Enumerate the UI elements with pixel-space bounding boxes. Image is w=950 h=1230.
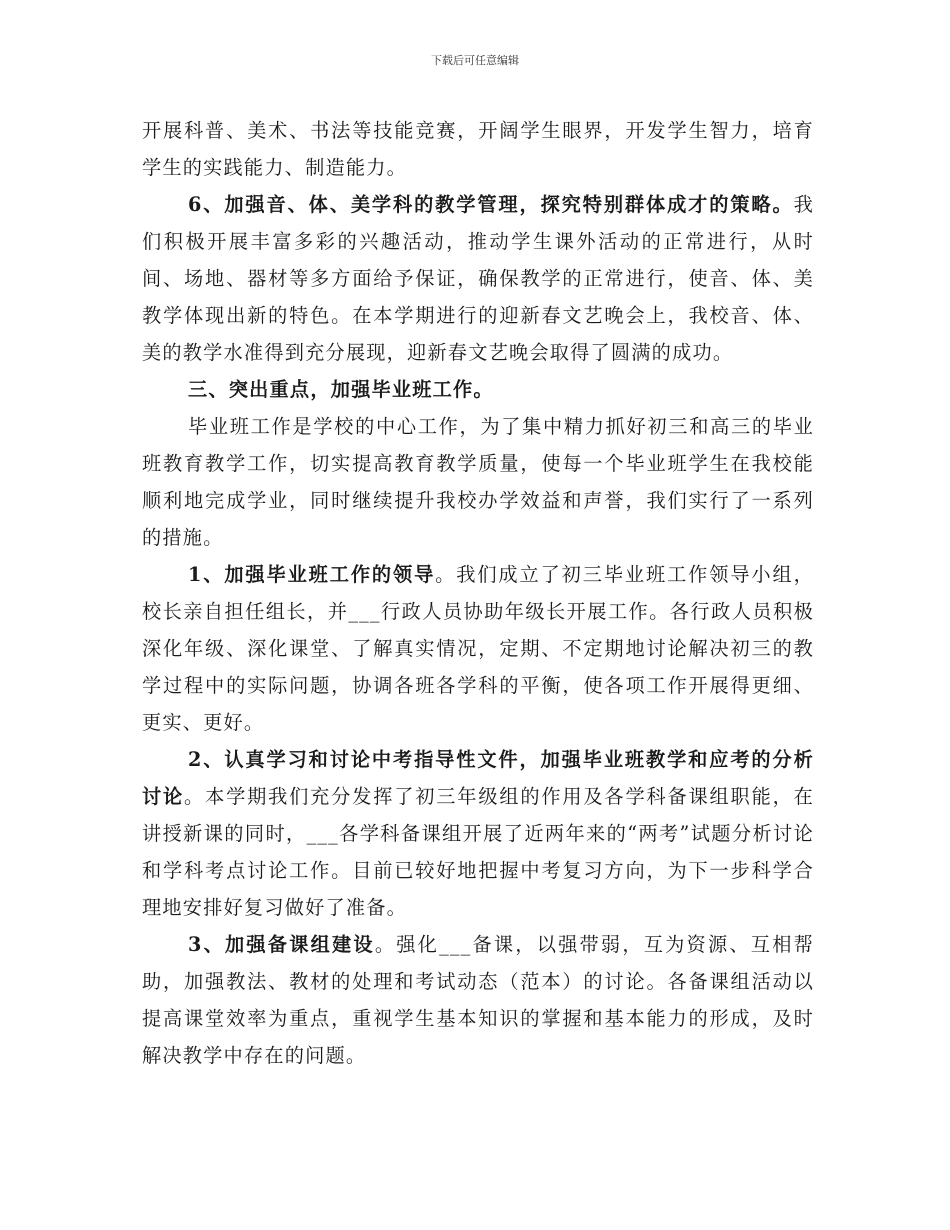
paragraph-2 — [142, 186, 814, 371]
section-heading — [142, 371, 814, 408]
paragraph-heading: 6、加强音、体、美学科的教学管理，探究特别群体成才的策略。 — [188, 193, 794, 216]
paragraph-text: 开展科普、美术、书法等技能竞赛，开阔学生眼界，开发学生智力，培育学生的实践能力、制造能力。 — [142, 119, 814, 179]
paragraph-1 — [142, 112, 814, 186]
paragraph-text: 。我们成立了初三毕业班工作领导小组，校长亲自担任组长，并___行政人员协助年级长开展工作。各行政人员积极深化年级、深化课堂、了解真实情况，定期、不定期地讨论解决初三的教学过程中的实际问题，协调各班各学科的平衡，使各项工作开展得更细、更实、更好。 — [142, 563, 814, 734]
page-header: 下载后可任意编辑 — [431, 54, 519, 67]
paragraph-5 — [142, 741, 814, 926]
paragraph-heading: 3、加强备课组建设 — [188, 933, 375, 956]
document-body — [142, 112, 814, 1074]
paragraph-3 — [142, 408, 814, 556]
paragraph-6 — [142, 926, 814, 1074]
paragraph-text: 毕业班工作是学校的中心工作，为了集中精力抓好初三和高三的毕业班教育教学工作，切实提高教育教学质量，使每一个毕业班学生在我校能顺利地完成学业，同时继续提升我校办学效益和声誉，我们实行了一系列的措施。 — [142, 415, 814, 549]
paragraph-heading: 2、认真学习和讨论中考指导性文件，加强毕业班教学和应考的分析讨论 — [142, 748, 814, 808]
section-heading-text: 三、突出重点，加强毕业班工作。 — [188, 378, 494, 401]
paragraph-text: 。本学期我们充分发挥了初三年级组的作用及各学科备课组职能，在讲授新课的同时，___各学科备课组开展了近两年来的“两考”试题分析讨论和学科考点讨论工作。目前已较好地把握中考复习方向，为下一步科学合理地安排好复习做好了准备。 — [142, 785, 815, 919]
paragraph-heading: 1、加强毕业班工作的领导 — [188, 563, 436, 586]
paragraph-text: 我们积极开展丰富多彩的兴趣活动，推动学生课外活动的正常进行，从时间、场地、器材等多方面给予保证，确保教学的正常进行，使音、体、美教学体现出新的特色。在本学期进行的迎新春文艺晚会上，我校音、体、美的教学水准得到充分展现，迎新春文艺晚会取得了圆满的成功。 — [142, 193, 814, 364]
paragraph-4 — [142, 556, 814, 741]
paragraph-text: 。强化___备课，以强带弱，互为资源、互相帮助，加强教法、教材的处理和考试动态（范本）的讨论。各备课组活动以提高课堂效率为重点，重视学生基本知识的掌握和基本能力的形成，及时解决教学中存在的问题。 — [142, 933, 814, 1067]
